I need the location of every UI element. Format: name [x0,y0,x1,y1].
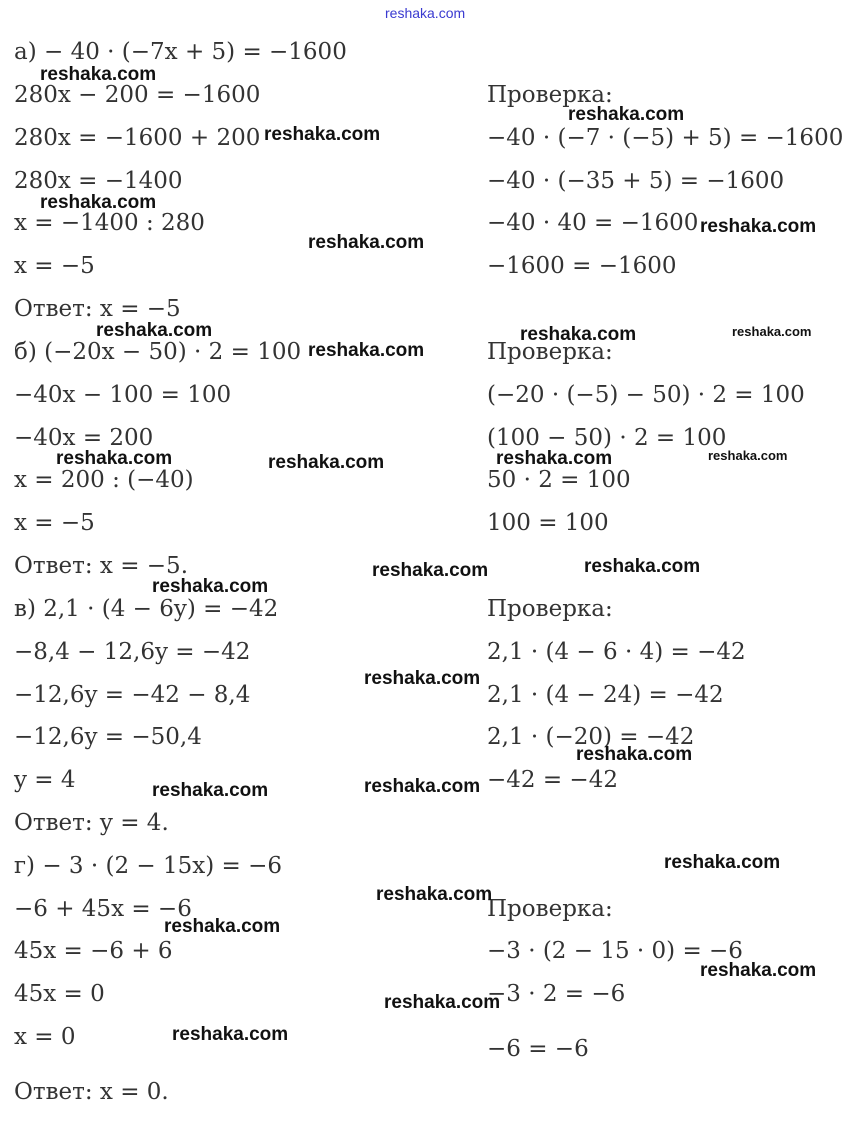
part-d-step-3: 45x = 0 [14,981,105,1007]
watermark: reshaka.com [308,340,425,361]
part-b-check-3: 50 · 2 = 100 [487,467,631,493]
part-c-answer: Ответ: y = 4. [14,810,169,836]
watermark: reshaka.com [364,776,481,797]
part-d-step-2: 45x = −6 + 6 [14,938,173,964]
watermark: reshaka.com [384,992,501,1013]
part-c-step-2: −12,6y = −42 − 8,4 [14,682,251,708]
part-d-check-title: Проверка: [487,896,613,922]
watermark: reshaka.com [40,64,157,85]
part-c-check-4: −42 = −42 [487,767,618,793]
watermark: reshaka.com [56,448,173,469]
watermark: reshaka.com [372,560,489,581]
watermark: reshaka.com [40,192,157,213]
watermark: reshaka.com [708,448,788,463]
part-a-check-title: Проверка: [487,82,613,108]
part-b-check-1: (−20 · (−5) − 50) · 2 = 100 [487,382,805,408]
part-b-check-4: 100 = 100 [487,510,609,536]
part-c-step-1: −8,4 − 12,6y = −42 [14,639,251,665]
part-a-step-5: x = −5 [14,253,95,279]
part-b-step-1: −40x − 100 = 100 [14,382,232,408]
part-a-equation: а) − 40 · (−7x + 5) = −1600 [14,39,347,65]
watermark: reshaka.com [664,852,781,873]
part-c-check-2: 2,1 · (4 − 24) = −42 [487,682,724,708]
part-a-step-4: x = −1400 : 280 [14,210,205,236]
watermark: reshaka.com [576,744,693,765]
part-a-step-2: 280x = −1600 + 200 [14,125,261,151]
watermark: reshaka.com [700,960,817,981]
part-b-step-3: x = 200 : (−40) [14,467,194,493]
part-a-check-3: −40 · 40 = −1600 [487,210,699,236]
watermark: reshaka.com [364,668,481,689]
watermark: reshaka.com [376,884,493,905]
part-d-check-3: −6 = −6 [487,1036,589,1062]
watermark: reshaka.com [96,320,213,341]
watermark: reshaka.com [152,576,269,597]
part-b-step-2: −40x = 200 [14,425,154,451]
watermark: reshaka.com [496,448,613,469]
part-c-equation: в) 2,1 · (4 − 6y) = −42 [14,596,279,622]
watermark: reshaka.com [568,104,685,125]
part-c-step-3: −12,6y = −50,4 [14,724,202,750]
part-a-step-1: 280x − 200 = −1600 [14,82,261,108]
part-a-answer: Ответ: x = −5 [14,296,181,322]
part-b-equation: б) (−20x − 50) · 2 = 100 [14,339,302,365]
watermark: reshaka.com [164,916,281,937]
part-d-answer: Ответ: x = 0. [14,1079,169,1105]
part-a-check-4: −1600 = −1600 [487,253,677,279]
part-b-step-4: x = −5 [14,510,95,536]
part-d-check-2: −3 · 2 = −6 [487,981,626,1007]
part-d-check-1: −3 · (2 − 15 · 0) = −6 [487,938,743,964]
watermark: reshaka.com [268,452,385,473]
part-c-check-3: 2,1 · (−20) = −42 [487,724,695,750]
watermark: reshaka.com [700,216,817,237]
watermark: reshaka.com [264,124,381,145]
part-c-check-1: 2,1 · (4 − 6 · 4) = −42 [487,639,746,665]
part-b-check-2: (100 − 50) · 2 = 100 [487,425,727,451]
part-d-step-1: −6 + 45x = −6 [14,896,192,922]
watermark: reshaka.com [152,780,269,801]
part-d-equation: г) − 3 · (2 − 15x) = −6 [14,853,282,879]
watermark: reshaka.com [308,232,425,253]
part-a-step-3: 280x = −1400 [14,168,183,194]
part-d-step-4: x = 0 [14,1024,76,1050]
site-link[interactable]: reshaka.com [385,5,466,21]
watermark: reshaka.com [172,1024,289,1045]
watermark: reshaka.com [584,556,701,577]
part-c-step-4: y = 4 [14,767,76,793]
watermark: reshaka.com [520,324,637,345]
part-b-check-title: Проверка: [487,339,613,365]
part-a-check-1: −40 · (−7 · (−5) + 5) = −1600 [487,125,844,151]
watermark: reshaka.com [732,324,812,339]
part-b-answer: Ответ: x = −5. [14,553,189,579]
part-a-check-2: −40 · (−35 + 5) = −1600 [487,168,785,194]
part-c-check-title: Проверка: [487,596,613,622]
